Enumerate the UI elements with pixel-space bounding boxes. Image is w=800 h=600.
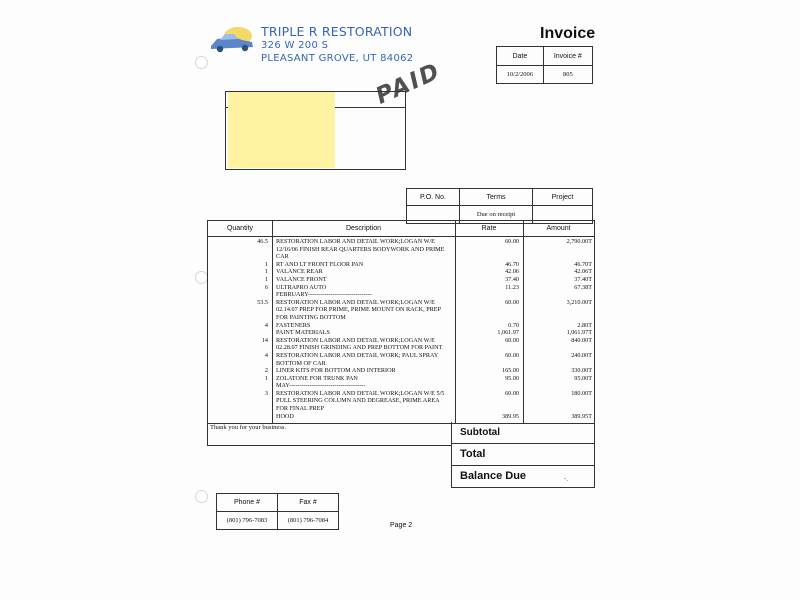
table-row bbox=[208, 367, 594, 375]
table-header bbox=[208, 221, 594, 237]
item-amount: 42.06T bbox=[574, 268, 592, 276]
phone-label: Phone # bbox=[217, 494, 278, 512]
item-quantity bbox=[208, 344, 272, 352]
table-row bbox=[208, 276, 594, 284]
item-description: ULTRAPRO AUTO bbox=[276, 283, 327, 291]
item-rate bbox=[455, 344, 523, 352]
item-rate bbox=[455, 397, 523, 405]
item-quantity: 46.5 bbox=[257, 238, 268, 245]
item-amount bbox=[523, 314, 594, 322]
item-quantity bbox=[208, 291, 272, 299]
table-row bbox=[208, 291, 594, 299]
item-description: CAR bbox=[276, 253, 289, 261]
item-amount: 37.40T bbox=[574, 275, 592, 283]
table-row bbox=[208, 375, 594, 383]
item-description: RESTORATION LABOR AND DETAIL WORK;LOGAN W/E bbox=[276, 238, 435, 245]
table-row bbox=[208, 268, 594, 276]
item-rate: 42.06 bbox=[505, 268, 519, 276]
date-label: Date bbox=[497, 47, 544, 66]
table-row bbox=[208, 314, 594, 322]
item-rate: 1,061.97 bbox=[497, 329, 519, 337]
item-quantity: 4 bbox=[264, 321, 268, 329]
table-row bbox=[208, 261, 594, 269]
item-amount: 2,790.00T bbox=[566, 238, 592, 245]
table-row bbox=[208, 413, 594, 421]
item-description: FOR FINAL PREP bbox=[276, 405, 324, 413]
invoice-number-label: Invoice # bbox=[543, 47, 592, 66]
item-amount bbox=[523, 246, 594, 254]
item-description: 02.28.07 FINISH GRINDING AND PREP BOTTOM FOR PAINT bbox=[276, 344, 443, 352]
item-description: RESTORATION LABOR AND DETAIL WORK; PAUL SPRAY bbox=[276, 351, 439, 359]
thank-you-note: Thank you for your business. bbox=[210, 424, 287, 431]
item-amount: 330.00T bbox=[571, 367, 592, 375]
item-description: VALANCE FRONT bbox=[276, 275, 327, 283]
item-description: PULL STEERING COLUMN AND DEGREASE, PRIME AREA bbox=[276, 397, 440, 405]
table-row bbox=[208, 284, 594, 292]
item-rate: 60.00 bbox=[505, 238, 519, 245]
item-amount bbox=[523, 382, 594, 390]
item-amount: 180.00T bbox=[571, 389, 592, 397]
item-description: RESTORATION LABOR AND DETAIL WORK;LOGAN W/E bbox=[276, 298, 435, 306]
item-rate bbox=[455, 246, 523, 254]
table-row bbox=[208, 299, 594, 307]
invoice-number: 805 bbox=[543, 66, 592, 84]
item-quantity: 3 bbox=[264, 389, 268, 397]
item-quantity bbox=[208, 413, 272, 421]
item-quantity: 1 bbox=[264, 275, 268, 283]
table-row bbox=[208, 306, 594, 314]
terms-value: Due on receipt bbox=[460, 206, 533, 224]
line-items-table bbox=[207, 220, 595, 424]
item-description: RESTORATION LABOR AND DETAIL WORK;LOGAN W/E bbox=[276, 336, 435, 344]
item-description: MAY------------------------------------- bbox=[276, 382, 366, 390]
item-amount bbox=[523, 360, 594, 368]
item-quantity bbox=[208, 382, 272, 390]
item-amount bbox=[523, 291, 594, 299]
punch-hole bbox=[195, 490, 208, 503]
item-rate: 46.70 bbox=[505, 260, 519, 268]
fax-number: (801) 796-7084 bbox=[278, 512, 339, 530]
item-description: 12/16/06 FINISH REAR QUARTERS BODYWORK AND PRIME bbox=[276, 245, 445, 253]
item-rate: 11.23 bbox=[505, 283, 519, 291]
amount-header: Amount bbox=[546, 225, 571, 232]
item-quantity bbox=[208, 329, 272, 337]
project-label: Project bbox=[533, 189, 593, 206]
item-amount bbox=[523, 253, 594, 261]
item-amount: 3,210.00T bbox=[566, 298, 592, 306]
thanks-box bbox=[207, 422, 452, 446]
item-amount bbox=[523, 344, 594, 352]
table-row bbox=[208, 322, 594, 330]
car-logo-icon bbox=[208, 24, 256, 56]
table-row bbox=[208, 253, 594, 261]
item-rate bbox=[455, 291, 523, 299]
item-amount: 46.70T bbox=[574, 260, 592, 268]
item-quantity bbox=[208, 314, 272, 322]
item-quantity bbox=[208, 253, 272, 261]
page-number: Page 2 bbox=[390, 522, 413, 529]
invoice-title: Invoice bbox=[540, 25, 596, 42]
terms-label: Terms bbox=[460, 189, 533, 206]
item-quantity: 6 bbox=[264, 283, 268, 291]
item-amount bbox=[523, 397, 594, 405]
subtotal-label: Subtotal bbox=[460, 427, 500, 438]
item-description: LINER KITS FOR BOTTOM AND INTERIOR bbox=[276, 367, 396, 375]
company-address-street: 326 W 200 S bbox=[261, 40, 329, 51]
item-rate: 37.40 bbox=[505, 275, 519, 283]
item-description: PAINT MATERIALS bbox=[276, 329, 330, 337]
company-name: TRIPLE R RESTORATION bbox=[261, 24, 413, 39]
item-description: HOOD bbox=[276, 412, 294, 420]
phone-number: (801) 796-7083 bbox=[217, 512, 278, 530]
item-amount: 240.00T bbox=[571, 351, 592, 359]
table-row bbox=[208, 344, 594, 352]
punch-hole bbox=[195, 56, 208, 69]
item-rate: 60.00 bbox=[505, 336, 519, 344]
invoice-date-table bbox=[496, 46, 593, 84]
company-address-city: PLEASANT GROVE, UT 84062 bbox=[261, 53, 414, 64]
item-amount: 67.38T bbox=[574, 283, 592, 291]
item-description: FEBRUARY------------------------------- bbox=[276, 291, 372, 299]
item-amount: 389.95T bbox=[571, 412, 592, 420]
item-quantity bbox=[208, 360, 272, 368]
item-description: FASTENERS bbox=[276, 321, 311, 329]
item-quantity bbox=[208, 405, 272, 413]
item-quantity: 2 bbox=[264, 367, 268, 375]
item-quantity: 4 bbox=[264, 351, 268, 359]
company-header bbox=[261, 25, 413, 65]
item-amount bbox=[523, 306, 594, 314]
table-row bbox=[208, 329, 594, 337]
invoice-date: 10/2/2006 bbox=[497, 66, 544, 84]
item-rate: 60.00 bbox=[505, 389, 519, 397]
table-row bbox=[208, 360, 594, 368]
item-rate bbox=[455, 360, 523, 368]
item-rate bbox=[455, 382, 523, 390]
line-items bbox=[208, 238, 594, 420]
item-amount: 95.00T bbox=[574, 374, 592, 382]
contact-table bbox=[216, 493, 339, 530]
table-row bbox=[208, 352, 594, 360]
quantity-header: Quantity bbox=[226, 225, 254, 232]
paid-stamp: PAID bbox=[372, 58, 445, 110]
item-rate bbox=[455, 405, 523, 413]
item-quantity bbox=[208, 306, 272, 314]
item-description: VALANCE REAR bbox=[276, 268, 323, 276]
item-rate bbox=[455, 253, 523, 261]
redaction-sticky-note bbox=[228, 92, 335, 168]
item-rate bbox=[455, 306, 523, 314]
item-rate: 389.95 bbox=[501, 412, 519, 420]
table-row bbox=[208, 238, 594, 246]
item-rate: 0.70 bbox=[508, 321, 519, 329]
item-description: RESTORATION LABOR AND DETAIL WORK;LOGAN W/E 5/5 bbox=[276, 389, 445, 397]
item-rate: 165.00 bbox=[501, 367, 519, 375]
item-amount: 2.80T bbox=[577, 321, 592, 329]
item-quantity: 1 bbox=[264, 374, 268, 382]
item-amount: 840.00T bbox=[571, 336, 592, 344]
item-quantity bbox=[208, 246, 272, 254]
balance-due-label: Balance Due bbox=[452, 465, 594, 487]
item-quantity: 53.5 bbox=[257, 298, 268, 306]
fax-label: Fax # bbox=[278, 494, 339, 512]
description-header: Description bbox=[345, 225, 381, 232]
item-amount bbox=[523, 405, 594, 413]
item-description: ZOLATONE FOR TRUNK PAN bbox=[276, 374, 358, 382]
rate-header: Rate bbox=[481, 225, 497, 232]
item-rate: 60.00 bbox=[505, 351, 519, 359]
item-quantity: 1 bbox=[264, 268, 268, 276]
item-quantity: 1 bbox=[264, 260, 268, 268]
item-description: RT AND LT FRONT FLOOR PAN bbox=[276, 260, 364, 268]
item-quantity: 14 bbox=[261, 336, 268, 344]
item-description: 02.14.07 PREP FOR PRIME, PRIME MOUNT ON RACK, PREP bbox=[276, 306, 442, 314]
table-row bbox=[208, 397, 594, 405]
item-rate: 60.00 bbox=[505, 298, 519, 306]
item-quantity bbox=[208, 397, 272, 405]
table-row bbox=[208, 382, 594, 390]
handwritten-mark: -. bbox=[564, 476, 569, 483]
table-row bbox=[208, 246, 594, 254]
item-description: BOTTOM OF CAR bbox=[276, 359, 326, 367]
totals-box bbox=[451, 422, 595, 488]
item-rate: 95.00 bbox=[505, 374, 519, 382]
table-row bbox=[208, 337, 594, 345]
table-row bbox=[208, 390, 594, 398]
total-label: Total bbox=[452, 443, 594, 465]
table-row bbox=[208, 405, 594, 413]
item-description: FOR PAINTING BOTTOM bbox=[276, 313, 346, 321]
po-terms-table bbox=[406, 188, 593, 224]
item-rate bbox=[455, 314, 523, 322]
po-label: P.O. No. bbox=[407, 189, 460, 206]
item-amount: 1,061.97T bbox=[566, 329, 592, 337]
